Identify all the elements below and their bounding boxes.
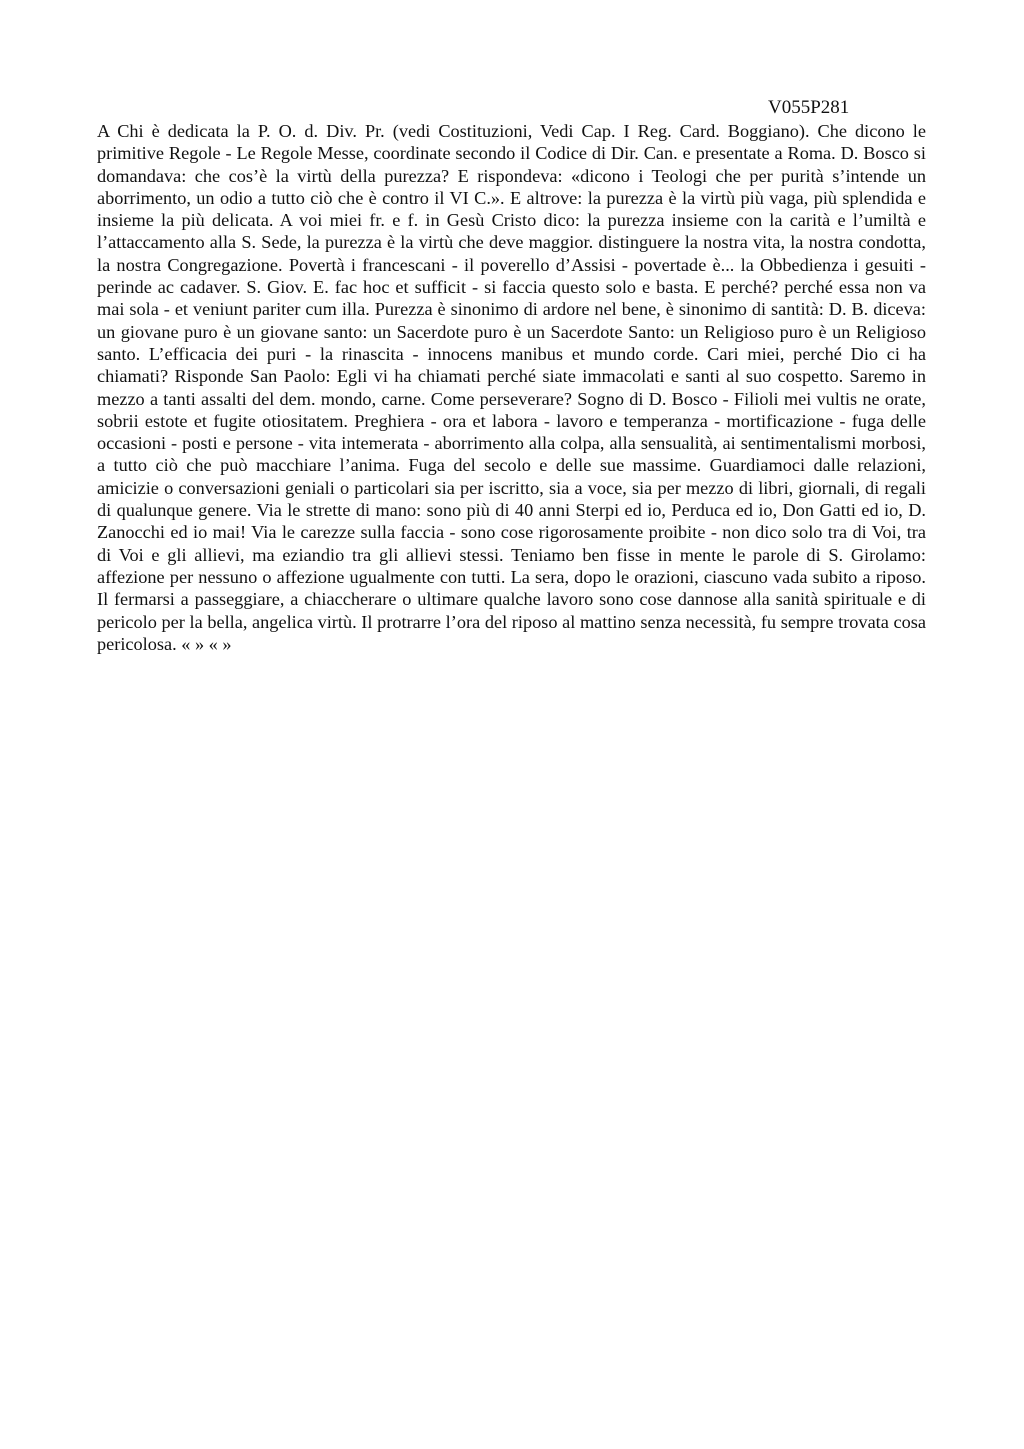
page-identifier: V055P281 — [768, 97, 850, 118]
body-paragraph: A Chi è dedicata la P. O. d. Div. Pr. (vedi Costituzioni, Vedi Cap. I Reg. Card. Boggiano). Che dicono le primitive Regole - Le Regole Messe, coordinate secondo il Codice di Dir. Can. e presentate a Roma. D. Bosco si domandava: che cos’è la virtù della purezza? E rispondeva: «dicono i Teologi che per purità s’intende un aborrimento, un odio a tutto ciò che è contro il VI C.». E altrove: la purezza è la virtù più vaga, più splendida e insieme la più delicata. A voi miei fr. e f. in Gesù Cristo dico: la purezza insieme con la carità e l’umiltà e l’attaccamento alla S. Sede, la purezza è la virtù che deve maggior. distinguere la nostra vita, la nostra condotta, la nostra Congregazione. Povertà i francescani - il poverello d’Assisi - povertade è... la Obbedienza i gesuiti - perinde ac cadaver. S. Giov. E. fac hoc et sufficit - si faccia questo solo e basta. E perché? perché essa non va mai sola - et veniunt pariter cum illa. Purezza è sinonimo di ardore nel bene, è sinonimo di santità: D. B. diceva: un giovane puro è un giovane santo: un Sacerdote puro è un Sacerdote Santo: un Religioso puro è un Religioso santo. L’efficacia dei puri - la rinascita - innocens manibus et mundo corde. Cari miei, perché Dio ci ha chiamati? Risponde San Paolo: Egli vi ha chiamati perché siate immacolati e santi al suo cospetto. Saremo in mezzo a tanti assalti del dem. mondo, carne. Come perseverare? Sogno di D. Bosco - Filioli mei vultis ne orate, sobrii estote et fugite otiositatem. Preghiera - ora et labora - lavoro e temperanza - mortificazione - fuga delle occasioni - posti e persone - vita intemerata - aborrimento alla colpa, alla sensualità, ai sentimentalismi morbosi, a tutto ciò che può macchiare l’anima. Fuga del secolo e delle sue massime. Guardiamoci dalle relazioni, amicizie o conversazioni geniali o particolari sia per iscritto, sia a voce, sia per mezzo di libri, giornali, di regali di qualunque genere. Via le strette di mano: sono più di 40 anni Sterpi ed io, Perduca ed io, Don Gatti ed io, D. Zanocchi ed io mai! Via le carezze sulla faccia - sono cose rigorosamente proibite - non dico solo tra di Voi, tra di Voi e gli allievi, ma eziandio tra gli allievi stessi. Teniamo ben fisse in mente le parole di S. Girolamo: affezione per nessuno o affezione ugualmente con tutti. La sera, dopo le orazioni, ciascuno vada subito a riposo. Il fermarsi a passeggiare, a chiaccherare o ultimare qualche lavoro sono cose dannose alla sanità spirituale e di pericolo per la bella, angelica virtù. Il protrarre l’ora del riposo al mattino senza necessità, fu sempre trovata cosa pericolosa. « » « » — [97, 121, 926, 654]
